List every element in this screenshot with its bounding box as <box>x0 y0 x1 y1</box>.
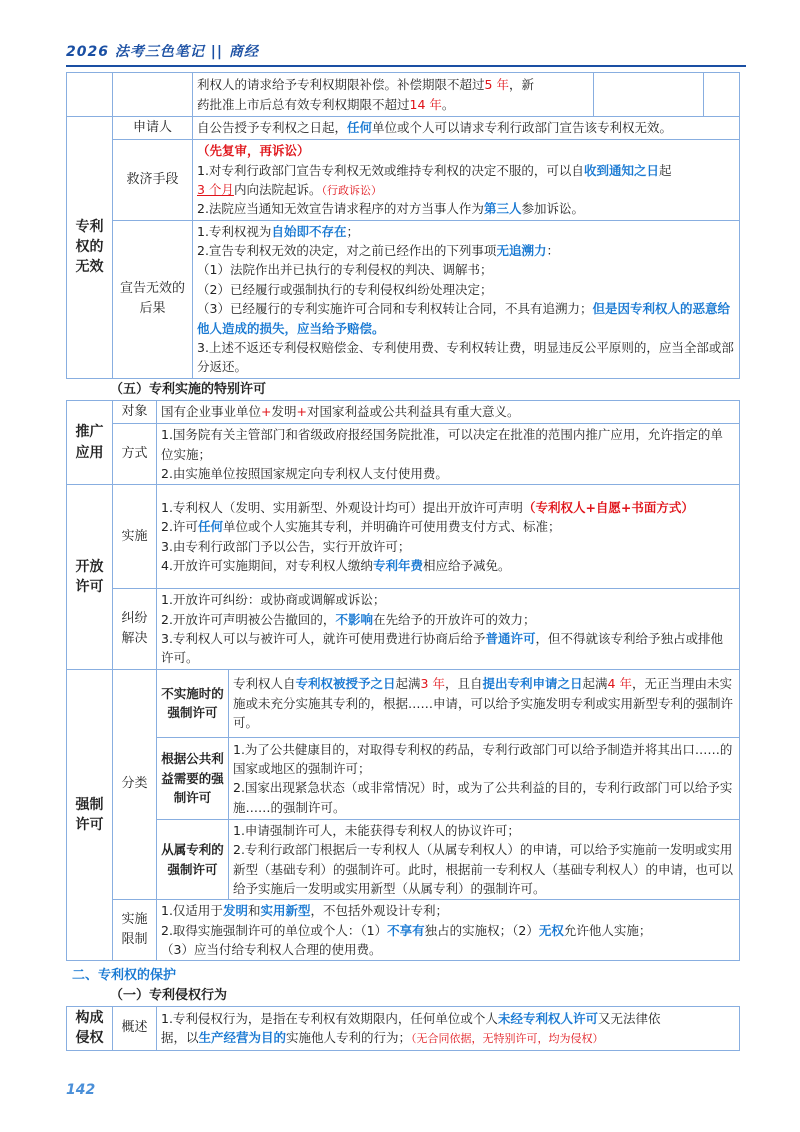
dispute-text: 1.开放许可纠纷：或协商或调解或诉讼； 2.开放许可声明被公告撤回的，不影响在先给予的开放许可的效力； 3.专利权人可以与被许可人，就许可使用费进行协商后给予普通许可，但不得就该专利给予独占或排他许可。 <box>157 589 740 670</box>
infringement-table <box>66 1006 740 1051</box>
limit-label: 实施限制 <box>113 900 157 961</box>
remedy-label: 救济手段 <box>113 140 193 221</box>
invalidation-detail-table <box>66 116 740 379</box>
limit-text: 1.仅适用于发明和实用新型，不包括外观设计专利； 2.取得实施强制许可的单位或个人：（1）不享有独占的实施权；（2）无权允许他人实施； （3）应当付给专利权人合理的使用费。 <box>157 900 740 961</box>
dependent-label: 从属专利的强制许可 <box>157 819 229 900</box>
page-number: 142 <box>66 1082 96 1098</box>
public-label: 根据公共利益需要的强制许可 <box>157 737 229 819</box>
compulsory-title: 强制许可 <box>67 669 113 961</box>
invalid-title: 专利权的无效 <box>67 117 113 379</box>
section-two-heading: 二、专利权的保护 <box>72 968 177 983</box>
object-label: 对象 <box>113 401 157 424</box>
page-header <box>66 42 746 66</box>
consequence-text: 1.专利权视为自始即不存在； 2.宣告专利权无效的决定，对之前已经作出的下列事项无追溯力： （1）法院作出并已执行的专利侵权的判决、调解书； （2）已经履行或强制执行的专利侵权纠纷处理决定； （3）已经履行的专利实施许可合同和专利权转让合同，不具有追溯力；但是因专利权人的恶意给他人造成的损失，应当给予赔偿。 3.上述不返还专利侵权赔偿金、专利使用费、专利权转让费，明显违反公平原则的，应当全部或部分返还。 <box>193 220 740 378</box>
invalidation-table <box>66 72 740 117</box>
remedy-text: （先复审，再诉讼） 1.对专利行政部门宣告专利权无效或维持专利权的决定不服的，可以自收到通知之日起 3 个月内向法院起诉。（行政诉讼） 2.法院应当通知无效宣告请求程序的对方当事人作为第三人参加诉讼。 <box>193 140 740 221</box>
empty-cell <box>704 73 740 117</box>
overview-text: 1.专利侵权行为，是指在专利权有效期限内，任何单位或个人未经专利权人许可又无法律依 据，以生产经营为目的实施他人专利的行为；（无合同依据，无特别许可，均为侵权） <box>157 1007 740 1051</box>
header-title: 2026 法考三色笔记 || 商经 <box>66 44 259 60</box>
section-five-heading: （五）专利实施的特别许可 <box>110 382 267 397</box>
empty-cell <box>67 73 113 117</box>
nonimpl-label: 不实施时的强制许可 <box>157 669 229 737</box>
impl-text: 1.专利权人（发明、实用新型、外观设计均可）提出开放许可声明（专利权人+自愿+书面方式） 2.许可任何单位或个人实施其专利，并明确许可使用费支付方式、标准； 3.由专利行政部门予以公告，实行开放许可； 4.开放许可实施期间，对专利权人缴纳专利年费相应给予减免。 <box>157 485 740 589</box>
special-license-table <box>66 400 740 961</box>
applicant-text: 自公告授予专利权之日起，任何单位或个人可以请求专利行政部门宣告该专利权无效。 <box>193 117 740 140</box>
dispute-label: 纠纷解决 <box>113 589 157 670</box>
dependent-text: 1.申请强制许可人，未能获得专利权人的协议许可； 2.专利行政部门根据后一专利权人（从属专利权人）的申请，可以给予实施前一发明或实用新型（基础专利）的强制许可。此时，根据前一专利权人（基础专利权人）的申请，也可以给予实施后一发明或实用新型（从属专利）的强制许可。 <box>229 819 740 900</box>
public-text: 1.为了公共健康目的，对取得专利权的药品，专利行政部门可以给予制造并将其出口……的国家或地区的强制许可； 2.国家出现紧急状态（或非常情况）时，或为了公共利益的目的，专利行政部门可以给予实施……的强制许可。 <box>229 737 740 819</box>
nonimpl-text: 专利权人自专利权被授予之日起满3 年，且自提出专利申请之日起满4 年，无正当理由未实施或未充分实施其专利的，根据……申请，可以给予实施发明专利或实用新型专利的强制许可。 <box>229 669 740 737</box>
method-text: 1.国务院有关主管部门和省级政府报经国务院批准，可以决定在批准的范围内推广应用，允许指定的单位实施； 2.由实施单位按照国家规定向专利权人支付使用费。 <box>157 424 740 485</box>
impl-label: 实施 <box>113 485 157 589</box>
applicant-label: 申请人 <box>113 117 193 140</box>
object-text: 国有企业事业单位+发明+对国家利益或公共利益具有重大意义。 <box>157 401 740 424</box>
method-label: 方式 <box>113 424 157 485</box>
consequence-label: 宣告无效的后果 <box>113 220 193 378</box>
open-title: 开放许可 <box>67 485 113 670</box>
overview-label: 概述 <box>113 1007 157 1051</box>
header-rule <box>66 65 746 67</box>
class-label: 分类 <box>113 669 157 900</box>
empty-cell <box>594 73 704 117</box>
promote-title: 推广应用 <box>67 401 113 485</box>
empty-cell <box>113 73 193 117</box>
infringe-title: 构成侵权 <box>67 1007 113 1051</box>
section-two-subheading: （一）专利侵权行为 <box>110 988 228 1003</box>
term-compensation-text: 利权人的请求给予专利权期限补偿。补偿期限不超过5 年，新 药批准上市后总有效专利权期限不超过14 年。 <box>193 73 594 117</box>
